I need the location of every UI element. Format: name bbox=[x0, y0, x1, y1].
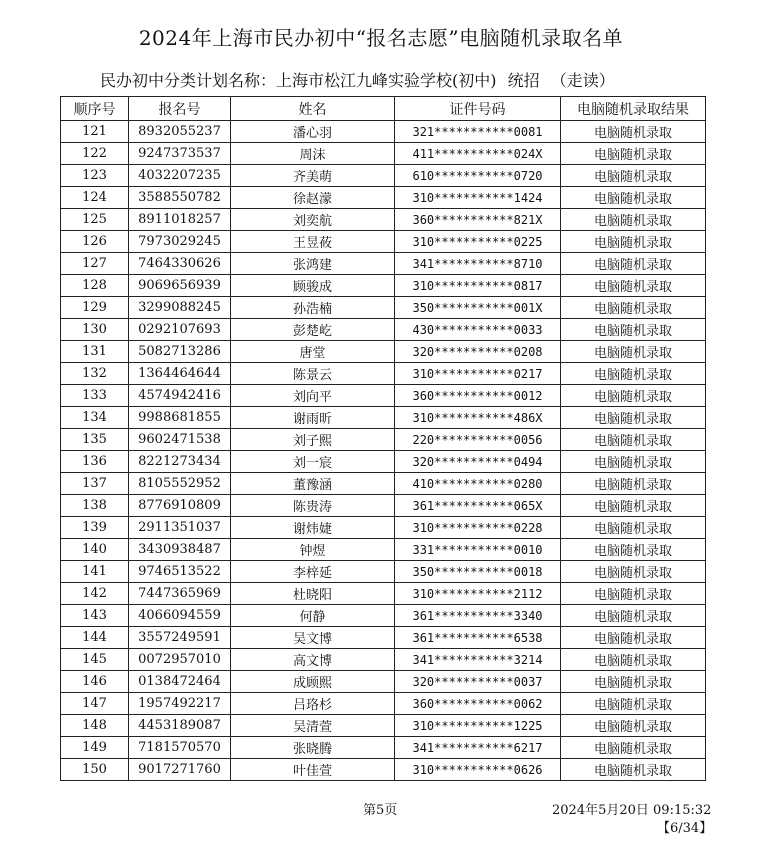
name-cell: 王昱莜 bbox=[231, 231, 395, 253]
seq-cell: 125 bbox=[61, 209, 129, 231]
plan-name-label: 民办初中分类计划名称： bbox=[100, 71, 277, 90]
result-cell: 电脑随机录取 bbox=[561, 253, 706, 275]
table-row bbox=[61, 209, 706, 231]
id-no-cell: 220***********0056 bbox=[395, 429, 561, 451]
name-cell: 谢雨昕 bbox=[231, 407, 395, 429]
name-cell: 李梓延 bbox=[231, 561, 395, 583]
page-number: 第5页 bbox=[363, 803, 398, 818]
table-row bbox=[61, 539, 706, 561]
header-id-no: 证件号码 bbox=[395, 97, 561, 121]
name-cell: 唐堂 bbox=[231, 341, 395, 363]
reg-no-cell: 7973029245 bbox=[129, 231, 231, 253]
seq-cell: 124 bbox=[61, 187, 129, 209]
table-row bbox=[61, 297, 706, 319]
id-no-cell: 360***********0062 bbox=[395, 693, 561, 715]
result-cell: 电脑随机录取 bbox=[561, 319, 706, 341]
table-row bbox=[61, 407, 706, 429]
seq-cell: 130 bbox=[61, 319, 129, 341]
id-no-cell: 410***********0280 bbox=[395, 473, 561, 495]
name-cell: 钟煜 bbox=[231, 539, 395, 561]
reg-no-cell: 4032207235 bbox=[129, 165, 231, 187]
seq-cell: 147 bbox=[61, 693, 129, 715]
name-cell: 刘一宸 bbox=[231, 451, 395, 473]
seq-cell: 127 bbox=[61, 253, 129, 275]
reg-no-cell: 8911018257 bbox=[129, 209, 231, 231]
result-cell: 电脑随机录取 bbox=[561, 715, 706, 737]
table-row bbox=[61, 319, 706, 341]
reg-no-cell: 8105552952 bbox=[129, 473, 231, 495]
header-name: 姓名 bbox=[231, 97, 395, 121]
table-row bbox=[61, 627, 706, 649]
id-no-cell: 361***********3340 bbox=[395, 605, 561, 627]
name-cell: 陈贵涛 bbox=[231, 495, 395, 517]
result-cell: 电脑随机录取 bbox=[561, 297, 706, 319]
table-row bbox=[61, 165, 706, 187]
name-cell: 孙浩楠 bbox=[231, 297, 395, 319]
table-row bbox=[61, 275, 706, 297]
table-row bbox=[61, 737, 706, 759]
result-cell: 电脑随机录取 bbox=[561, 737, 706, 759]
seq-cell: 133 bbox=[61, 385, 129, 407]
table-row bbox=[61, 363, 706, 385]
id-no-cell: 320***********0208 bbox=[395, 341, 561, 363]
table-header-row bbox=[61, 97, 706, 121]
seq-cell: 139 bbox=[61, 517, 129, 539]
seq-cell: 121 bbox=[61, 121, 129, 143]
result-cell: 电脑随机录取 bbox=[561, 539, 706, 561]
name-cell: 刘向平 bbox=[231, 385, 395, 407]
id-no-cell: 320***********0494 bbox=[395, 451, 561, 473]
reg-no-cell: 4574942416 bbox=[129, 385, 231, 407]
result-cell: 电脑随机录取 bbox=[561, 363, 706, 385]
table-row bbox=[61, 341, 706, 363]
id-no-cell: 310***********486X bbox=[395, 407, 561, 429]
reg-no-cell: 9988681855 bbox=[129, 407, 231, 429]
name-cell: 周沫 bbox=[231, 143, 395, 165]
seq-cell: 148 bbox=[61, 715, 129, 737]
reg-no-cell: 9017271760 bbox=[129, 759, 231, 781]
seq-cell: 129 bbox=[61, 297, 129, 319]
name-cell: 刘奕航 bbox=[231, 209, 395, 231]
id-no-cell: 331***********0010 bbox=[395, 539, 561, 561]
id-no-cell: 341***********6217 bbox=[395, 737, 561, 759]
name-cell: 吴清萱 bbox=[231, 715, 395, 737]
table-row bbox=[61, 473, 706, 495]
reg-no-cell: 9602471538 bbox=[129, 429, 231, 451]
table-row bbox=[61, 517, 706, 539]
table-row bbox=[61, 429, 706, 451]
result-cell: 电脑随机录取 bbox=[561, 275, 706, 297]
header-result: 电脑随机录取结果 bbox=[561, 97, 706, 121]
result-cell: 电脑随机录取 bbox=[561, 495, 706, 517]
table-row bbox=[61, 759, 706, 781]
table-row bbox=[61, 121, 706, 143]
id-no-cell: 360***********0012 bbox=[395, 385, 561, 407]
result-cell: 电脑随机录取 bbox=[561, 385, 706, 407]
name-cell: 叶佳萱 bbox=[231, 759, 395, 781]
seq-cell: 144 bbox=[61, 627, 129, 649]
id-no-cell: 321***********0081 bbox=[395, 121, 561, 143]
name-cell: 刘子熙 bbox=[231, 429, 395, 451]
result-cell: 电脑随机录取 bbox=[561, 627, 706, 649]
reg-no-cell: 0138472464 bbox=[129, 671, 231, 693]
enrollment-type: 统招 bbox=[507, 71, 540, 90]
reg-no-cell: 9247373537 bbox=[129, 143, 231, 165]
name-cell: 吴文博 bbox=[231, 627, 395, 649]
table-row bbox=[61, 693, 706, 715]
reg-no-cell: 4453189087 bbox=[129, 715, 231, 737]
id-no-cell: 350***********0018 bbox=[395, 561, 561, 583]
result-cell: 电脑随机录取 bbox=[561, 671, 706, 693]
result-cell: 电脑随机录取 bbox=[561, 561, 706, 583]
reg-no-cell: 7181570570 bbox=[129, 737, 231, 759]
table-row bbox=[61, 187, 706, 209]
header-reg-no: 报名号 bbox=[129, 97, 231, 121]
name-cell: 吕珞杉 bbox=[231, 693, 395, 715]
header-seq: 顺序号 bbox=[61, 97, 129, 121]
seq-cell: 126 bbox=[61, 231, 129, 253]
seq-cell: 132 bbox=[61, 363, 129, 385]
table-row bbox=[61, 605, 706, 627]
seq-cell: 135 bbox=[61, 429, 129, 451]
result-cell: 电脑随机录取 bbox=[561, 407, 706, 429]
result-cell: 电脑随机录取 bbox=[561, 693, 706, 715]
document-title: 2024年上海市民办初中“报名志愿”电脑随机录取名单 bbox=[138, 26, 624, 50]
result-cell: 电脑随机录取 bbox=[561, 759, 706, 781]
result-cell: 电脑随机录取 bbox=[561, 121, 706, 143]
result-cell: 电脑随机录取 bbox=[561, 165, 706, 187]
name-cell: 杜晓阳 bbox=[231, 583, 395, 605]
name-cell: 齐美萌 bbox=[231, 165, 395, 187]
reg-no-cell: 0072957010 bbox=[129, 649, 231, 671]
table-row bbox=[61, 495, 706, 517]
seq-cell: 138 bbox=[61, 495, 129, 517]
reg-no-cell: 5082713286 bbox=[129, 341, 231, 363]
reg-no-cell: 3299088245 bbox=[129, 297, 231, 319]
id-no-cell: 341***********8710 bbox=[395, 253, 561, 275]
result-cell: 电脑随机录取 bbox=[561, 209, 706, 231]
id-no-cell: 310***********0225 bbox=[395, 231, 561, 253]
seq-cell: 150 bbox=[61, 759, 129, 781]
result-cell: 电脑随机录取 bbox=[561, 187, 706, 209]
result-cell: 电脑随机录取 bbox=[561, 517, 706, 539]
name-cell: 彭楚屹 bbox=[231, 319, 395, 341]
id-no-cell: 310***********0217 bbox=[395, 363, 561, 385]
school-name: 上海市松江九峰实验学校(初中) bbox=[276, 71, 497, 90]
id-no-cell: 361***********6538 bbox=[395, 627, 561, 649]
table-row bbox=[61, 231, 706, 253]
name-cell: 张鸿建 bbox=[231, 253, 395, 275]
result-cell: 电脑随机录取 bbox=[561, 341, 706, 363]
id-no-cell: 310***********2112 bbox=[395, 583, 561, 605]
id-no-cell: 320***********0037 bbox=[395, 671, 561, 693]
table-row bbox=[61, 715, 706, 737]
reg-no-cell: 8221273434 bbox=[129, 451, 231, 473]
seq-cell: 136 bbox=[61, 451, 129, 473]
id-no-cell: 350***********001X bbox=[395, 297, 561, 319]
result-cell: 电脑随机录取 bbox=[561, 605, 706, 627]
table-row bbox=[61, 583, 706, 605]
seq-cell: 123 bbox=[61, 165, 129, 187]
seq-cell: 142 bbox=[61, 583, 129, 605]
reg-no-cell: 3588550782 bbox=[129, 187, 231, 209]
seq-cell: 145 bbox=[61, 649, 129, 671]
seq-cell: 141 bbox=[61, 561, 129, 583]
result-cell: 电脑随机录取 bbox=[561, 583, 706, 605]
result-cell: 电脑随机录取 bbox=[561, 429, 706, 451]
reg-no-cell: 4066094559 bbox=[129, 605, 231, 627]
boarding-mode: （走读） bbox=[550, 71, 615, 90]
id-no-cell: 310***********0228 bbox=[395, 517, 561, 539]
reg-no-cell: 9069656939 bbox=[129, 275, 231, 297]
id-no-cell: 310***********1225 bbox=[395, 715, 561, 737]
print-datetime: 2024年5月20日 09:15:32 bbox=[552, 803, 712, 818]
seq-cell: 134 bbox=[61, 407, 129, 429]
result-cell: 电脑随机录取 bbox=[561, 451, 706, 473]
seq-cell: 146 bbox=[61, 671, 129, 693]
reg-no-cell: 8932055237 bbox=[129, 121, 231, 143]
reg-no-cell: 1957492217 bbox=[129, 693, 231, 715]
name-cell: 董豫涵 bbox=[231, 473, 395, 495]
id-no-cell: 310***********0817 bbox=[395, 275, 561, 297]
result-cell: 电脑随机录取 bbox=[561, 649, 706, 671]
page-count: 【6/34】 bbox=[657, 821, 713, 836]
name-cell: 潘心羽 bbox=[231, 121, 395, 143]
name-cell: 何静 bbox=[231, 605, 395, 627]
id-no-cell: 341***********3214 bbox=[395, 649, 561, 671]
name-cell: 成顾熙 bbox=[231, 671, 395, 693]
result-cell: 电脑随机录取 bbox=[561, 231, 706, 253]
reg-no-cell: 7447365969 bbox=[129, 583, 231, 605]
name-cell: 陈景云 bbox=[231, 363, 395, 385]
id-no-cell: 310***********1424 bbox=[395, 187, 561, 209]
reg-no-cell: 9746513522 bbox=[129, 561, 231, 583]
reg-no-cell: 8776910809 bbox=[129, 495, 231, 517]
name-cell: 顾骏成 bbox=[231, 275, 395, 297]
id-no-cell: 430***********0033 bbox=[395, 319, 561, 341]
id-no-cell: 610***********0720 bbox=[395, 165, 561, 187]
id-no-cell: 361***********065X bbox=[395, 495, 561, 517]
name-cell: 徐赵濛 bbox=[231, 187, 395, 209]
result-cell: 电脑随机录取 bbox=[561, 473, 706, 495]
table-row bbox=[61, 561, 706, 583]
name-cell: 张晓腾 bbox=[231, 737, 395, 759]
seq-cell: 131 bbox=[61, 341, 129, 363]
plan-name-line bbox=[100, 68, 621, 91]
table-row bbox=[61, 143, 706, 165]
table-row bbox=[61, 451, 706, 473]
name-cell: 谢炜婕 bbox=[231, 517, 395, 539]
name-cell: 高文博 bbox=[231, 649, 395, 671]
reg-no-cell: 7464330626 bbox=[129, 253, 231, 275]
table-row bbox=[61, 649, 706, 671]
admission-table bbox=[60, 96, 706, 781]
reg-no-cell: 2911351037 bbox=[129, 517, 231, 539]
id-no-cell: 360***********821X bbox=[395, 209, 561, 231]
seq-cell: 137 bbox=[61, 473, 129, 495]
id-no-cell: 411***********024X bbox=[395, 143, 561, 165]
reg-no-cell: 3557249591 bbox=[129, 627, 231, 649]
seq-cell: 128 bbox=[61, 275, 129, 297]
table-row bbox=[61, 671, 706, 693]
reg-no-cell: 0292107693 bbox=[129, 319, 231, 341]
result-cell: 电脑随机录取 bbox=[561, 143, 706, 165]
seq-cell: 149 bbox=[61, 737, 129, 759]
seq-cell: 122 bbox=[61, 143, 129, 165]
reg-no-cell: 3430938487 bbox=[129, 539, 231, 561]
reg-no-cell: 1364464644 bbox=[129, 363, 231, 385]
seq-cell: 143 bbox=[61, 605, 129, 627]
seq-cell: 140 bbox=[61, 539, 129, 561]
table-row bbox=[61, 253, 706, 275]
table-row bbox=[61, 385, 706, 407]
id-no-cell: 310***********0626 bbox=[395, 759, 561, 781]
